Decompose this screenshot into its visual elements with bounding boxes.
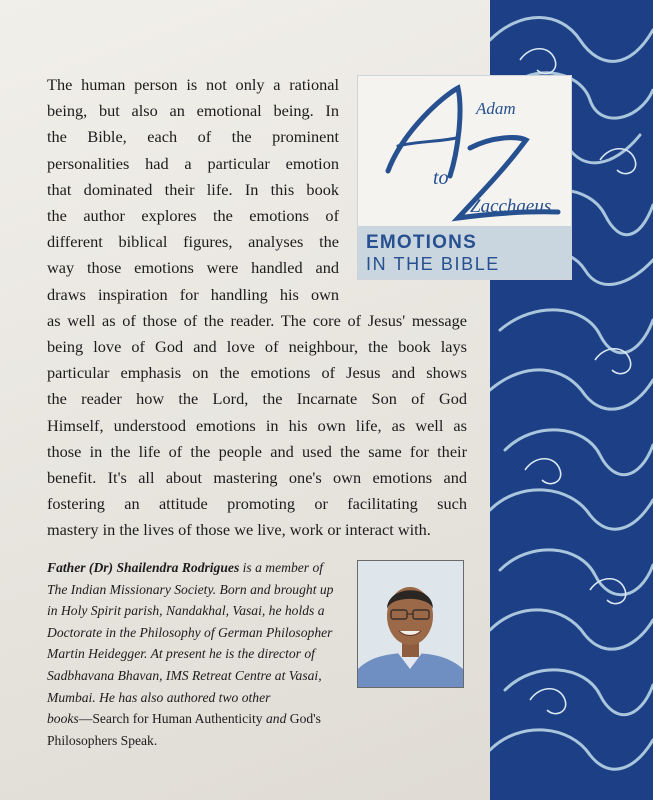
blurb-line: personalities had a particular emotion (47, 153, 339, 173)
book-blurb (47, 72, 467, 544)
author-bio-line: in Holy Spirit parish, Nandakhal, Vasai, he holds a (47, 603, 325, 619)
author-bio-line: Mumbai. He has also authored two other (47, 689, 271, 705)
logo-subtitle-in-the-bible: IN THE BIBLE (366, 254, 500, 274)
author-bio-line: Doctorate in the Philosophy of German Philosopher (47, 624, 333, 640)
author-photo (357, 560, 464, 688)
author-bio-text: is a member of (239, 560, 324, 575)
author-bio-text: and (262, 711, 290, 727)
author-bio-line: Philosophers Speak. (47, 732, 158, 748)
blurb-line: mastery in the lives of those we live, work or interact with. (47, 520, 431, 540)
blurb-line: way those emotions were handled and (47, 258, 339, 278)
blurb-line: that dominated their life. In this book (47, 179, 339, 199)
blurb-line: benefit. It's all about mastering one's own emotions and (47, 468, 467, 488)
blurb-narrow-block (47, 72, 339, 308)
author-name: Father (Dr) Shailendra Rodrigues (47, 560, 240, 575)
book-title-search-for-human-authenticity: —Search for Human Authenticity (78, 711, 263, 727)
logo-word-to: to (433, 167, 449, 189)
blurb-line: fostering an attitude promoting or facilitating such (47, 494, 467, 514)
blurb-wide-block (47, 308, 467, 544)
blurb-line: being love of God and love of neighbour, the book lays (47, 337, 467, 357)
book-title-gods-philosophers-speak: God's (289, 711, 321, 727)
blurb-line: the reader how the Lord, the Incarnate Son of God (47, 389, 467, 409)
blurb-line: the Bible, each of the prominent (47, 127, 339, 147)
blurb-line: being, but also an emotional being. In (47, 101, 339, 121)
author-bio-text: books (47, 711, 79, 727)
blurb-line: different biblical figures, analyses the (47, 232, 339, 252)
author-bio (47, 557, 359, 751)
blurb-line: particular emphasis on the emotions of Jesus and shows (47, 363, 467, 383)
blurb-line: Himself, understood emotions in his own life, as well as (47, 415, 467, 435)
author-bio-line: The Indian Missionary Society. Born and brought up (47, 581, 334, 597)
blurb-line: The human person is not only a rational (47, 75, 339, 94)
author-bio-line: Martin Heidegger. At present he is the director of (47, 646, 315, 662)
logo-word-zacchaeus: Zacchaeus (470, 196, 552, 217)
blurb-line: those in the life of the people and used the same for their (47, 441, 467, 461)
author-portrait-illustration (358, 561, 463, 687)
logo-word-adam: Adam (476, 99, 516, 118)
blurb-line: the author explores the emotions of (47, 206, 339, 226)
blurb-line: as well as of those of the reader. The core of Jesus' message (47, 310, 467, 330)
author-bio-line (47, 708, 359, 730)
blurb-line: draws inspiration for handling his own (47, 284, 339, 304)
logo-subtitle-emotions: EMOTIONS (366, 232, 477, 253)
author-bio-line (47, 557, 359, 579)
author-bio-line: Sadbhavana Bhavan, IMS Retreat Centre at Vasai, (47, 667, 322, 683)
